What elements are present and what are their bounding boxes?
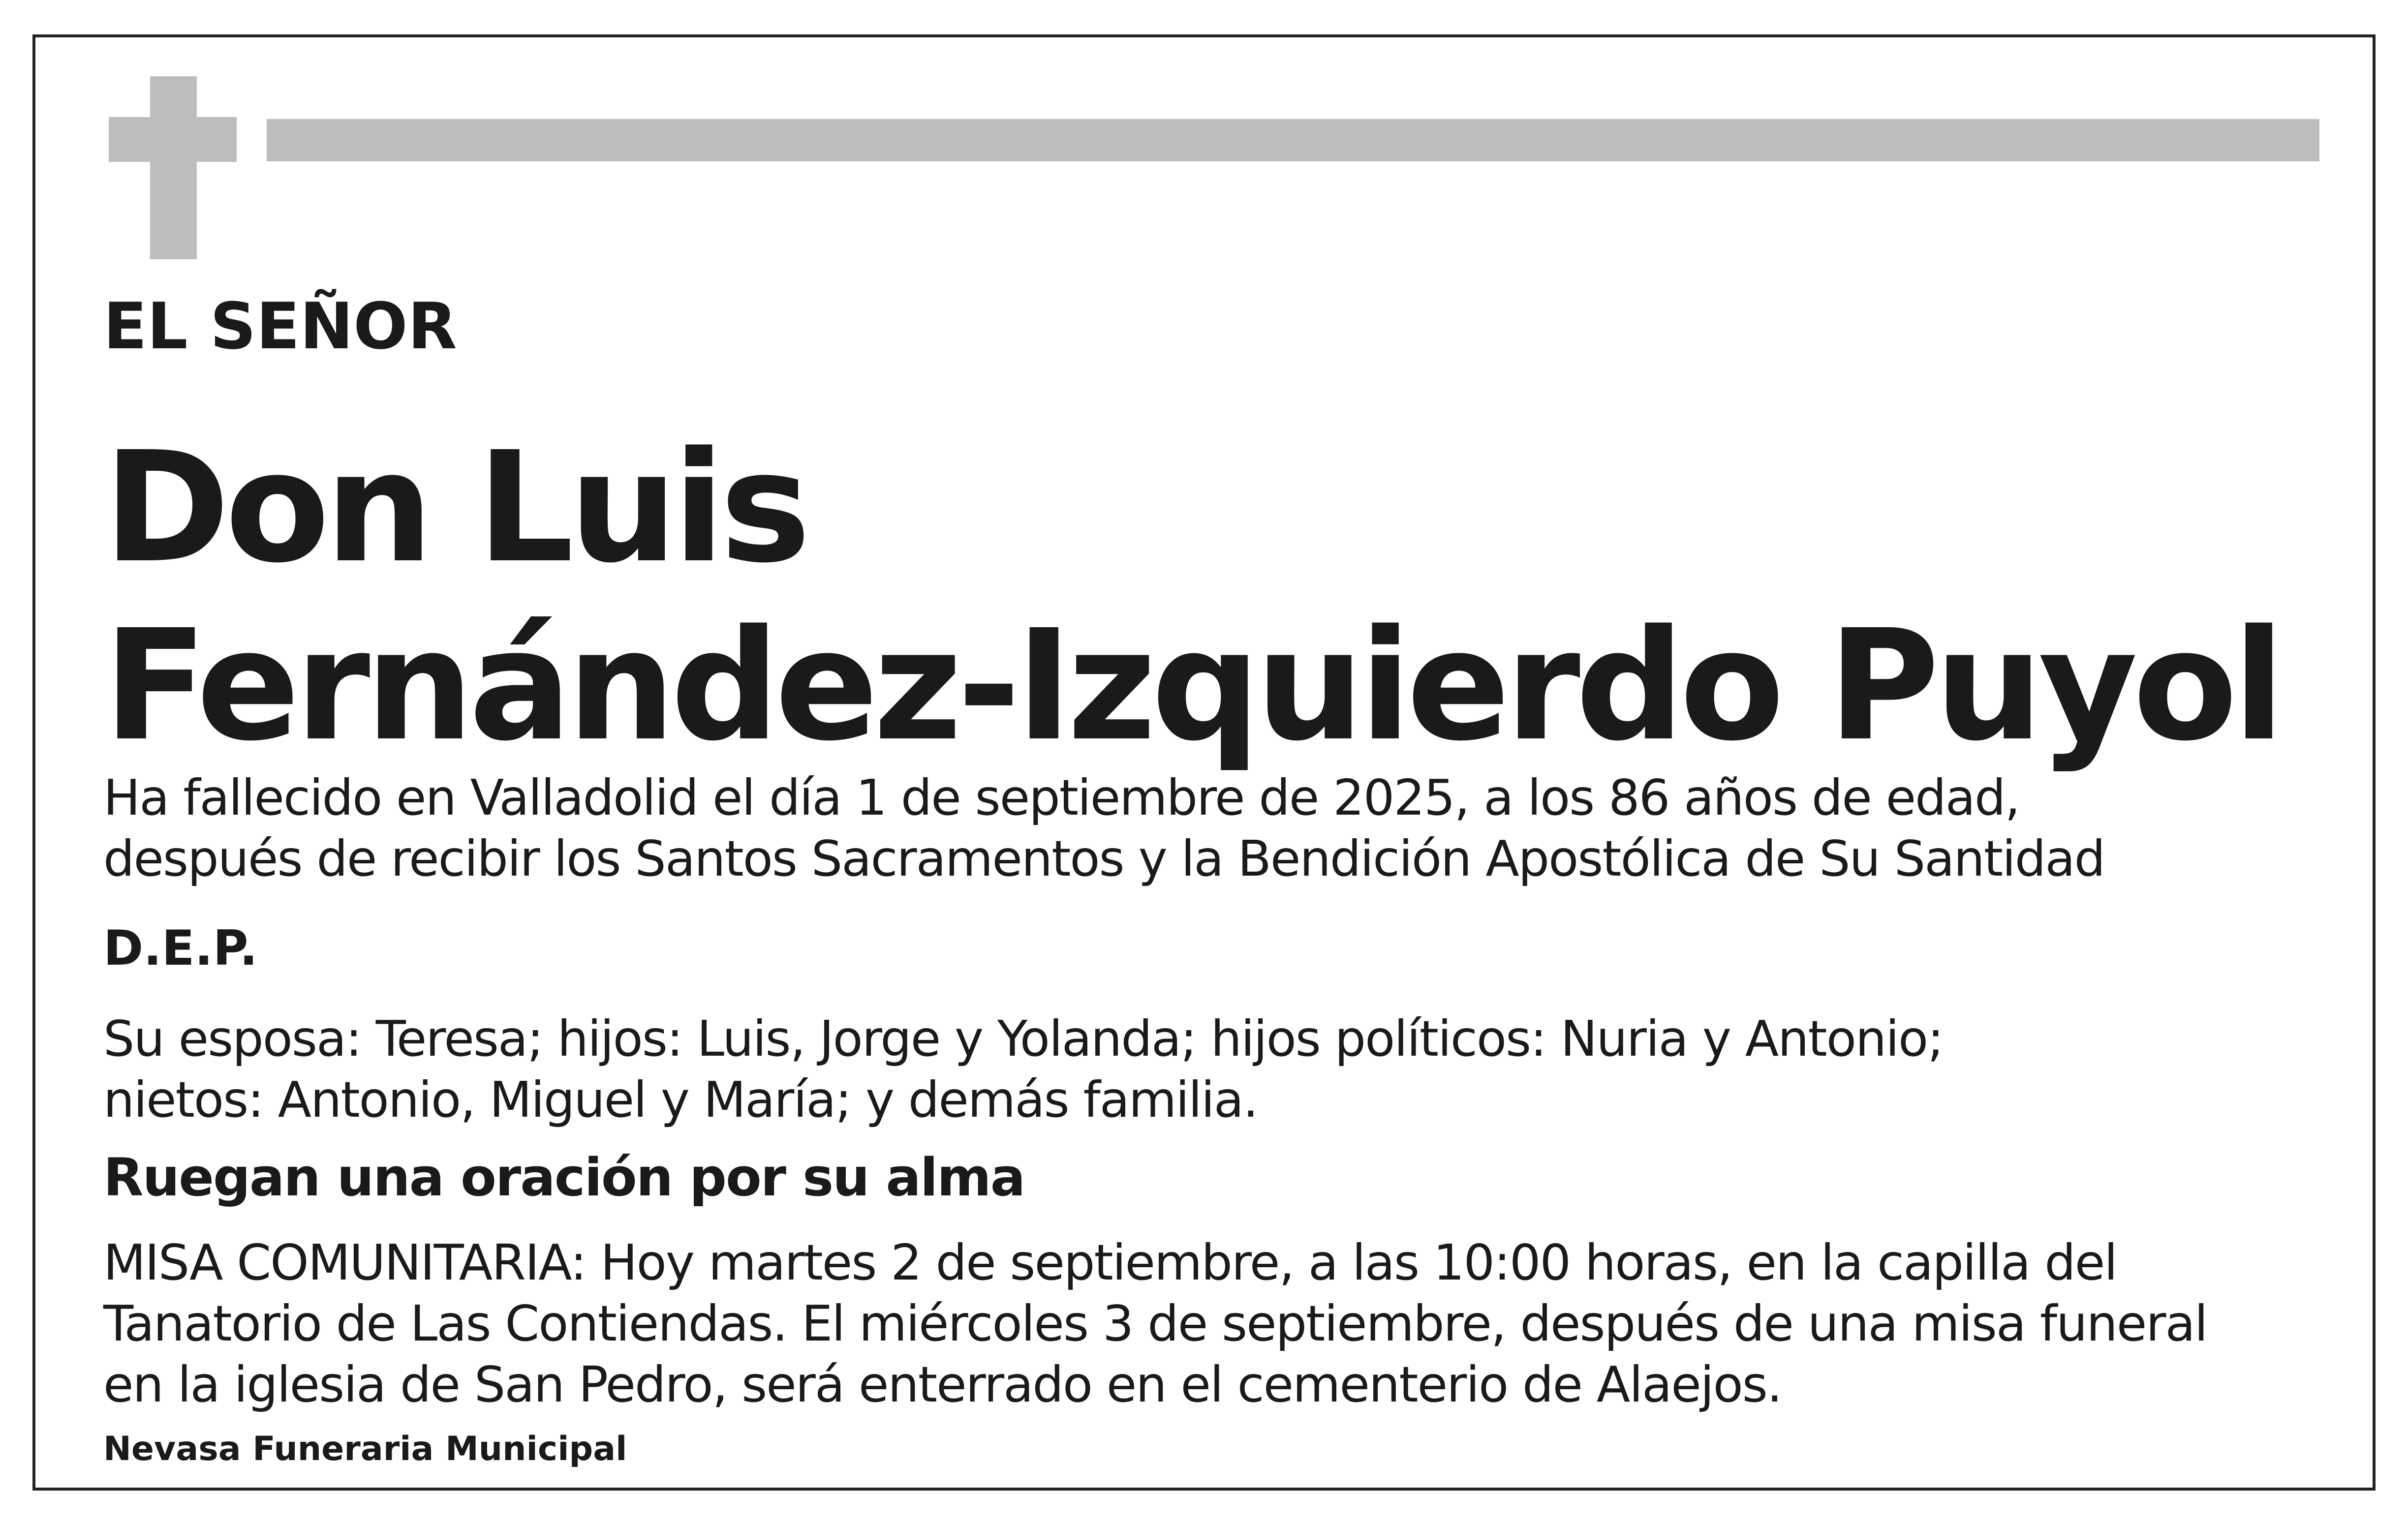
death-line-1: Ha fallecido en Valladolid el día 1 de septiembre de 2025, a los 86 años de edad,: [103, 769, 2020, 826]
header-divider-bar: [267, 119, 2319, 161]
honorific: EL SEÑOR: [103, 289, 457, 364]
deceased-name-line-1: Don Luis: [103, 419, 806, 597]
family-line-1: Su esposa: Teresa; hijos: Luis, Jorge y Yolanda; hijos políticos: Nuria y Antonio;: [103, 1010, 1943, 1068]
family-line-2: nietos: Antonio, Miguel y María; y demás familia.: [103, 1071, 1258, 1128]
cross-horizontal-bar: [109, 117, 237, 162]
mass-details: [103, 1232, 2207, 1415]
mass-line-3: en la iglesia de San Pedro, será enterrado en el cementerio de Alaejos.: [103, 1356, 1782, 1413]
family-list: [103, 1008, 1943, 1130]
prayer-request: Ruegan una oración por su alma: [103, 1147, 1025, 1208]
rip-label: D.E.P.: [103, 920, 258, 976]
death-line-2: después de recibir los Santos Sacramentos y la Bendición Apostólica de Su Santidad: [103, 830, 2105, 887]
mass-line-2: Tanatorio de Las Contiendas. El miércoles 3 de septiembre, después de una misa funeral: [103, 1295, 2207, 1352]
death-announcement: [103, 767, 2104, 889]
funeral-home-name: Nevasa Funeraria Municipal: [103, 1430, 627, 1468]
cross-vertical-bar: [150, 76, 197, 259]
mass-line-1: MISA COMUNITARIA: Hoy martes 2 de septiembre, a las 10:00 horas, en la capilla del: [103, 1234, 2117, 1291]
deceased-name-line-2: Fernández-Izquierdo Puyol: [103, 597, 2280, 775]
